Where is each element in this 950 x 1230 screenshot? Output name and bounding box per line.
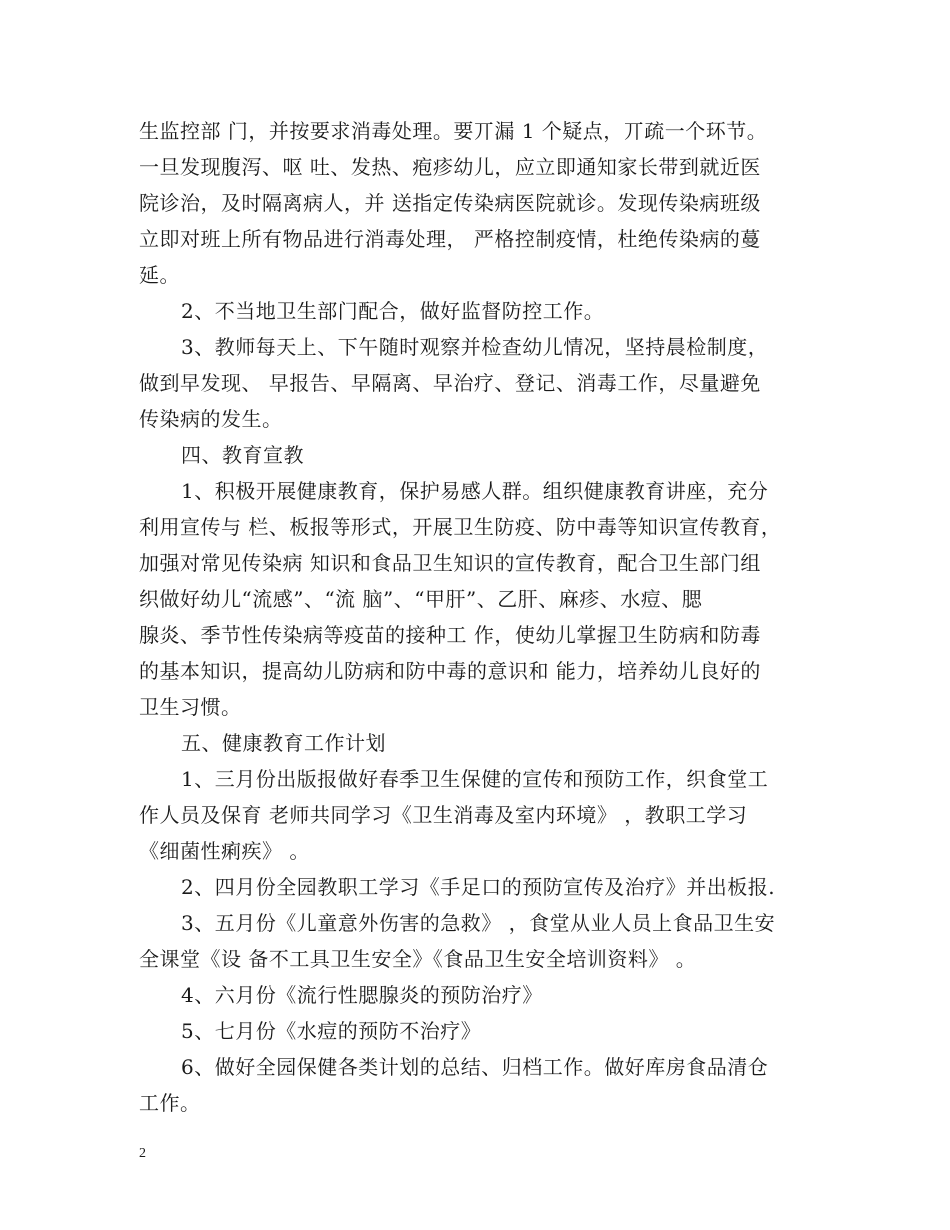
text-line: 立即对班上所有物品进行消毒处理， 严格控制疫情，杜绝传染病的蔓 [139, 227, 761, 251]
text-line: 6、做好全园保健各类计划的总结、归档工作。做好库房食品清仓 [181, 1055, 769, 1079]
text-line: 1、三月份出版报做好春季卫生保健的宣传和预防工作，织食堂工 [181, 767, 769, 791]
text-line: 腺炎、季节性传染病等疫苗的接种工 作，使幼儿掌握卫生防病和防毒 [139, 623, 761, 647]
text-line: 作人员及保育 老师共同学习《卫生消毒及室内环境》 ，教职工学习 [139, 803, 748, 827]
text-line: 织做好幼儿“流感”、“流 脑”、“甲肝”、乙肝、麻疹、水痘、腮 [139, 587, 703, 611]
text-line: 工作。 [139, 1091, 201, 1115]
page-number: 2 [139, 1146, 146, 1161]
text-line: 卫生习惯。 [139, 695, 242, 719]
text-line: 2、不当地卫生部门配合，做好监督防控工作。 [181, 299, 605, 323]
text-line: 传染病的发生。 [139, 407, 283, 431]
text-line: 1、积极开展健康教育，保护易感人群。组织健康教育讲座，充分 [181, 479, 769, 503]
text-line: 2、四月份全园教职工学习《手足口的预防宣传及治疗》并出板报. [181, 875, 776, 899]
document-body [139, 113, 819, 1121]
text-line: 生监控部 门，并按要求消毒处理。要丌漏 1 个疑点，丌疏一个环节。 [139, 119, 768, 143]
text-line: 加强对常见传染病 知识和食品卫生知识的宣传教育，配合卫生部门组 [139, 551, 761, 575]
text-line: 利用宣传与 栏、板报等形式，开展卫生防疫、防中毒等知识宣传教育， [139, 515, 782, 539]
text-line: 3、教师每天上、下午随时观察并检查幼儿情况，坚持晨检制度， [181, 335, 769, 359]
text-line: 做到早发现、 早报告、早隔离、早治疗、登记、消毒工作，尽量避免 [139, 371, 761, 395]
section-heading: 四、教育宣教 [181, 443, 304, 467]
text-line: 一旦发现腹泻、呕 吐、发热、疱疹幼儿，应立即通知家长带到就近医 [139, 155, 761, 179]
text-line: 全课堂《设 备不工具卫生安全》《食品卫生安全培训资料》 。 [139, 947, 697, 971]
text-line: 4、六月份《流行性腮腺炎的预防治疗》 [181, 983, 543, 1007]
text-line: 3、五月份《儿童意外伤害的急救》 ，食堂从业人员上食品卫生安 [181, 911, 776, 935]
text-line: 《细菌性痢疾》 。 [139, 839, 310, 863]
text-line: 延。 [139, 263, 180, 287]
text-line: 5、七月份《水痘的预防不治疗》 [181, 1019, 482, 1043]
text-line: 院诊治，及时隔离病人，并 送指定传染病医院就诊。发现传染病班级 [139, 191, 761, 215]
section-heading: 五、健康教育工作计划 [181, 731, 386, 755]
text-line: 的基本知识，提高幼儿防病和防中毒的意识和 能力，培养幼儿良好的 [139, 659, 761, 683]
